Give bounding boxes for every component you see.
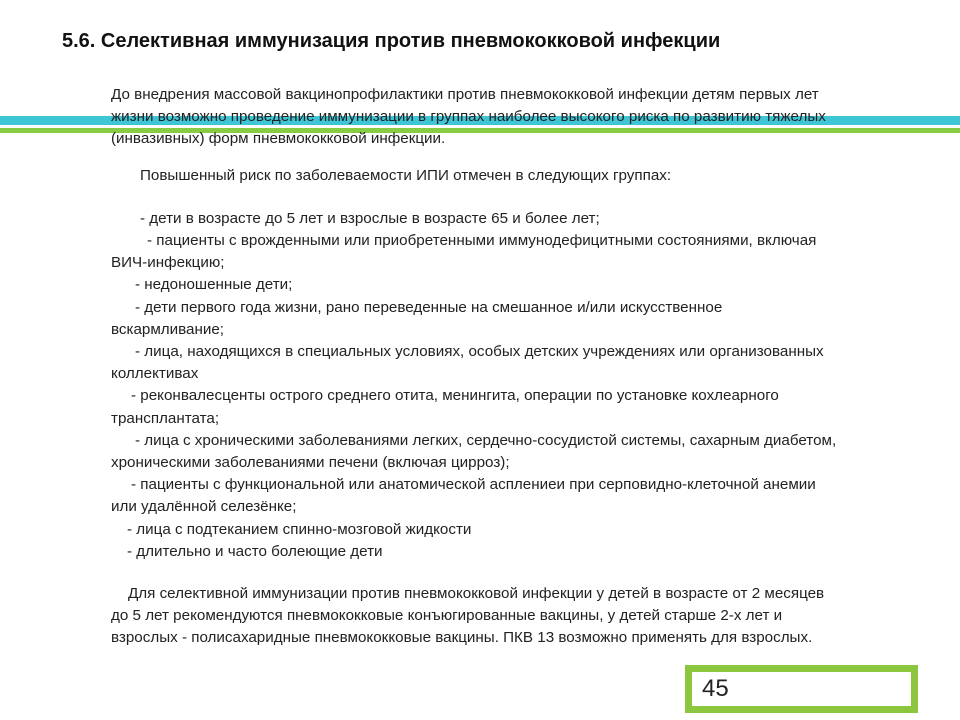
risk-item: - лица с хроническими заболеваниями легких, сердечно-сосудистой системы, сахарным диабетом, [135, 431, 837, 449]
intro-line: жизни возможно проведение иммунизации в группах наиболее высокого риска по развитию тяжелых [111, 108, 826, 126]
risk-item-cont: ВИЧ-инфекцию; [111, 254, 225, 272]
risk-item: - дети первого года жизни, рано переведенные на смешанное и/или искусственное [135, 298, 723, 316]
risk-item-cont: или удалённой селезёнке; [111, 498, 297, 516]
conclusion-line: взрослых - полисахаридные пневмококковые вакцины. ПКВ 13 возможно применять для взрослых. [111, 629, 813, 647]
risk-item: - пациенты с функциональной или анатомической асплениеи при серповидно-клеточной анемии [131, 476, 816, 494]
risk-item: - пациенты с врожденными или приобретенными иммунодефицитными состояниями, включая [147, 232, 817, 250]
risk-item: - реконвалесценты острого среднего отита, менингита, операции по установке кохлеарного [131, 387, 779, 405]
page-number-box [685, 665, 918, 713]
risk-item-cont: трансплантата; [111, 409, 220, 427]
risk-item: - длительно и часто болеющие дети [127, 542, 383, 560]
risk-item: - лица с подтеканием спинно-мозговой жидкости [127, 520, 472, 538]
risk-item: - дети в возрасте до 5 лет и взрослые в возрасте 65 и более лет; [140, 209, 600, 227]
risk-item-cont: коллективах [111, 365, 199, 383]
slide-title: 5.6. Селективная иммунизация против пневмококковой инфекции [62, 30, 721, 52]
risk-item-cont: хроническими заболеваниями печени (включая цирроз); [111, 454, 510, 472]
conclusion-line: до 5 лет рекомендуются пневмококковые конъюгированные вакцины, у детей старше 2-х лет и [111, 607, 783, 625]
page-number: 45 [692, 672, 911, 706]
intro-line: До внедрения массовой вакцинопрофилактики против пневмококковой инфекции детям первых лет [111, 86, 819, 103]
risk-item: - лица, находящихся в специальных условиях, особых детских учреждениях или организованных [135, 343, 824, 361]
risk-item: - недоношенные дети; [135, 276, 293, 294]
risk-item-cont: вскармливание; [111, 320, 225, 338]
risk-heading: Повышенный риск по заболеваемости ИПИ отмечен в следующих группах: [140, 166, 672, 184]
intro-line: (инвазивных) форм пневмококковой инфекции. [111, 130, 446, 148]
conclusion-line: Для селективной иммунизации против пневмококковой инфекции у детей в возрасте от 2 месяцев [128, 585, 825, 603]
slide-body [111, 84, 931, 650]
